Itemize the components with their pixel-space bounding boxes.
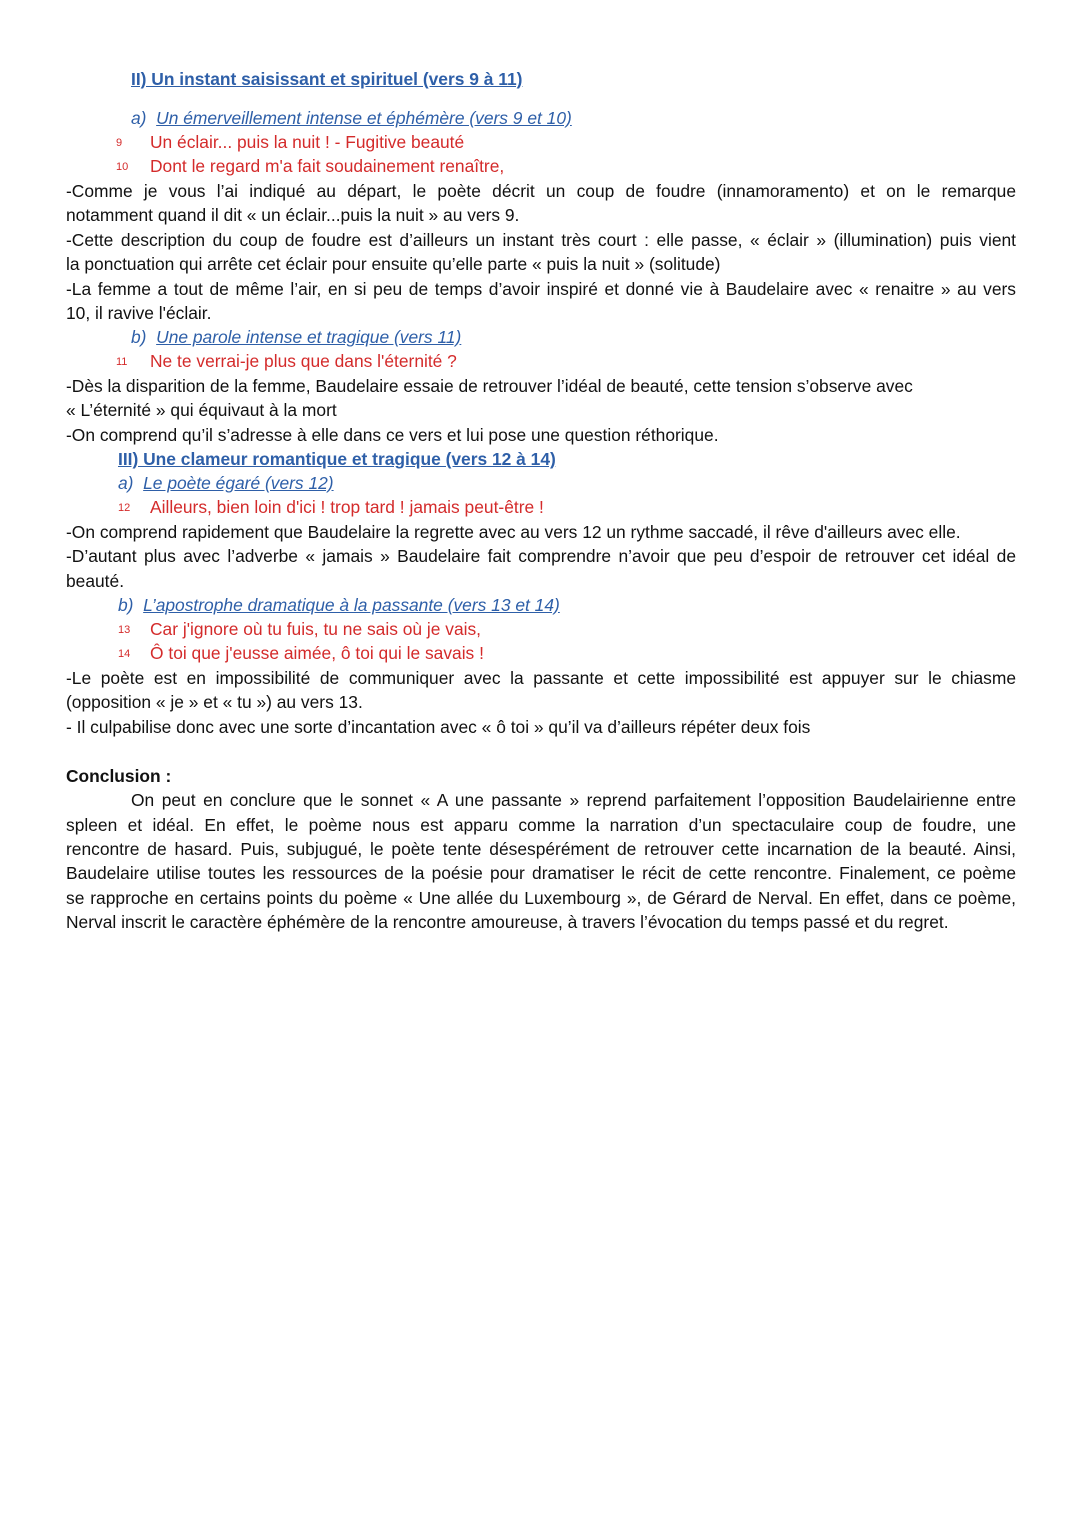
verse-number: 10 — [116, 161, 129, 173]
verse-number: 9 — [116, 137, 123, 149]
verse-line: Ô toi que j'eusse aimée, ô toi qui le savais ! — [150, 643, 484, 663]
section-3-heading: III) Une clameur romantique et tragique (vers 12 à 14) — [118, 449, 556, 469]
conclusion-line: Nerval inscrit le caractère éphémère de la rencontre amoureuse, à travers l’évocation du temps passé et du regret. — [66, 912, 949, 932]
verse-number: 13 — [118, 624, 131, 636]
subsection-3b-letter: b) — [118, 595, 134, 615]
verse-line: Dont le regard m'a fait soudainement renaître, — [150, 156, 505, 176]
subsection-3b — [118, 593, 560, 617]
subsection-2a-letter: a) — [131, 108, 147, 128]
subsection-2b-letter: b) — [131, 327, 147, 347]
conclusion-title: Conclusion : — [66, 766, 172, 786]
verse-line: Ne te verrai-je plus que dans l'éternité ? — [150, 351, 457, 371]
paragraph-line: -On comprend qu’il s’adresse à elle dans ce vers et lui pose une question réthorique. — [66, 425, 719, 445]
paragraph-line: (opposition « je » et « tu ») au vers 13. — [66, 692, 363, 712]
paragraph-line: -Dès la disparition de la femme, Baudelaire essaie de retrouver l’idéal de beauté, cette tension s’observe avec — [66, 376, 913, 396]
conclusion-line: se rapproche en certains points du poème « Une allée du Luxembourg », de Gérard de Nerval. En effet, dans ce poème, — [66, 888, 1016, 908]
paragraph-line: -Cette description du coup de foudre est d’ailleurs un instant très court : elle passe, « éclair » (illumination) puis vient — [66, 230, 1016, 250]
subsection-2b — [131, 325, 461, 349]
verse-number: 12 — [118, 502, 131, 514]
paragraph-line: beauté. — [66, 571, 125, 591]
subsection-3b-title: L’apostrophe dramatique à la passante (vers 13 et 14) — [143, 595, 560, 615]
subsection-2b-title: Une parole intense et tragique (vers 11) — [156, 327, 462, 347]
paragraph-line: la ponctuation qui arrête cet éclair pour ensuite qu’elle parte « puis la nuit » (solitude) — [66, 254, 721, 274]
section-2-heading: II) Un instant saisissant et spirituel (vers 9 à 11) — [131, 69, 523, 89]
verse-line: Car j'ignore où tu fuis, tu ne sais où je vais, — [150, 619, 482, 639]
paragraph-line: -Comme je vous l’ai indiqué au départ, le poète décrit un coup de foudre (innamoramento) et on le remarque — [66, 181, 1016, 201]
subsection-3a-letter: a) — [118, 473, 134, 493]
subsection-3a — [118, 471, 334, 495]
paragraph-line: 10, il ravive l'éclair. — [66, 303, 212, 323]
subsection-2a — [131, 106, 572, 130]
subsection-3a-title: Le poète égaré (vers 12) — [143, 473, 334, 493]
paragraph-line: - Il culpabilise donc avec une sorte d’incantation avec « ô toi » qu’il va d’ailleurs répéter deux fois — [66, 717, 811, 737]
conclusion-line: Baudelaire utilise toutes les ressources de la poésie pour dramatiser le récit de cette rencontre. Finalement, ce poème — [66, 863, 1016, 883]
paragraph-line: -La femme a tout de même l’air, en si peu de temps d’avoir inspiré et donné vie à Baudelaire avec « renaitre » au vers — [66, 279, 1016, 299]
subsection-2a-title: Un émerveillement intense et éphémère (vers 9 et 10) — [156, 108, 572, 128]
conclusion-line: rencontre de hasard. Puis, subjugué, le poète tente désespérément de retrouver cette incarnation de la beauté. Ainsi, — [66, 839, 1016, 859]
paragraph-line: -D’autant plus avec l’adverbe « jamais » Baudelaire fait comprendre n’avoir que peu d’espoir de retrouver cet idéal de — [66, 546, 1016, 566]
paragraph-line: -Le poète est en impossibilité de communiquer avec la passante et cette impossibilité est appuyer sur le chiasme — [66, 668, 1016, 688]
paragraph-line: « L’éternité » qui équivaut à la mort — [66, 400, 337, 420]
paragraph-line: -On comprend rapidement que Baudelaire la regrette avec au vers 12 un rythme saccadé, il rêve d'ailleurs avec elle. — [66, 522, 961, 542]
conclusion-line: spleen et idéal. En effet, le poème nous est apparu comme la narration d’un spectaculaire coup de foudre, une — [66, 815, 1016, 835]
verse-line: Un éclair... puis la nuit ! - Fugitive beauté — [150, 132, 465, 152]
paragraph-line: notamment quand il dit « un éclair...puis la nuit » au vers 9. — [66, 205, 520, 225]
verse-number: 11 — [116, 356, 128, 368]
verse-line: Ailleurs, bien loin d'ici ! trop tard ! jamais peut-être ! — [150, 497, 544, 517]
conclusion-line: On peut en conclure que le sonnet « A une passante » reprend parfaitement l’opposition Baudelairienne entre — [131, 790, 1016, 810]
verse-number: 14 — [118, 648, 131, 660]
